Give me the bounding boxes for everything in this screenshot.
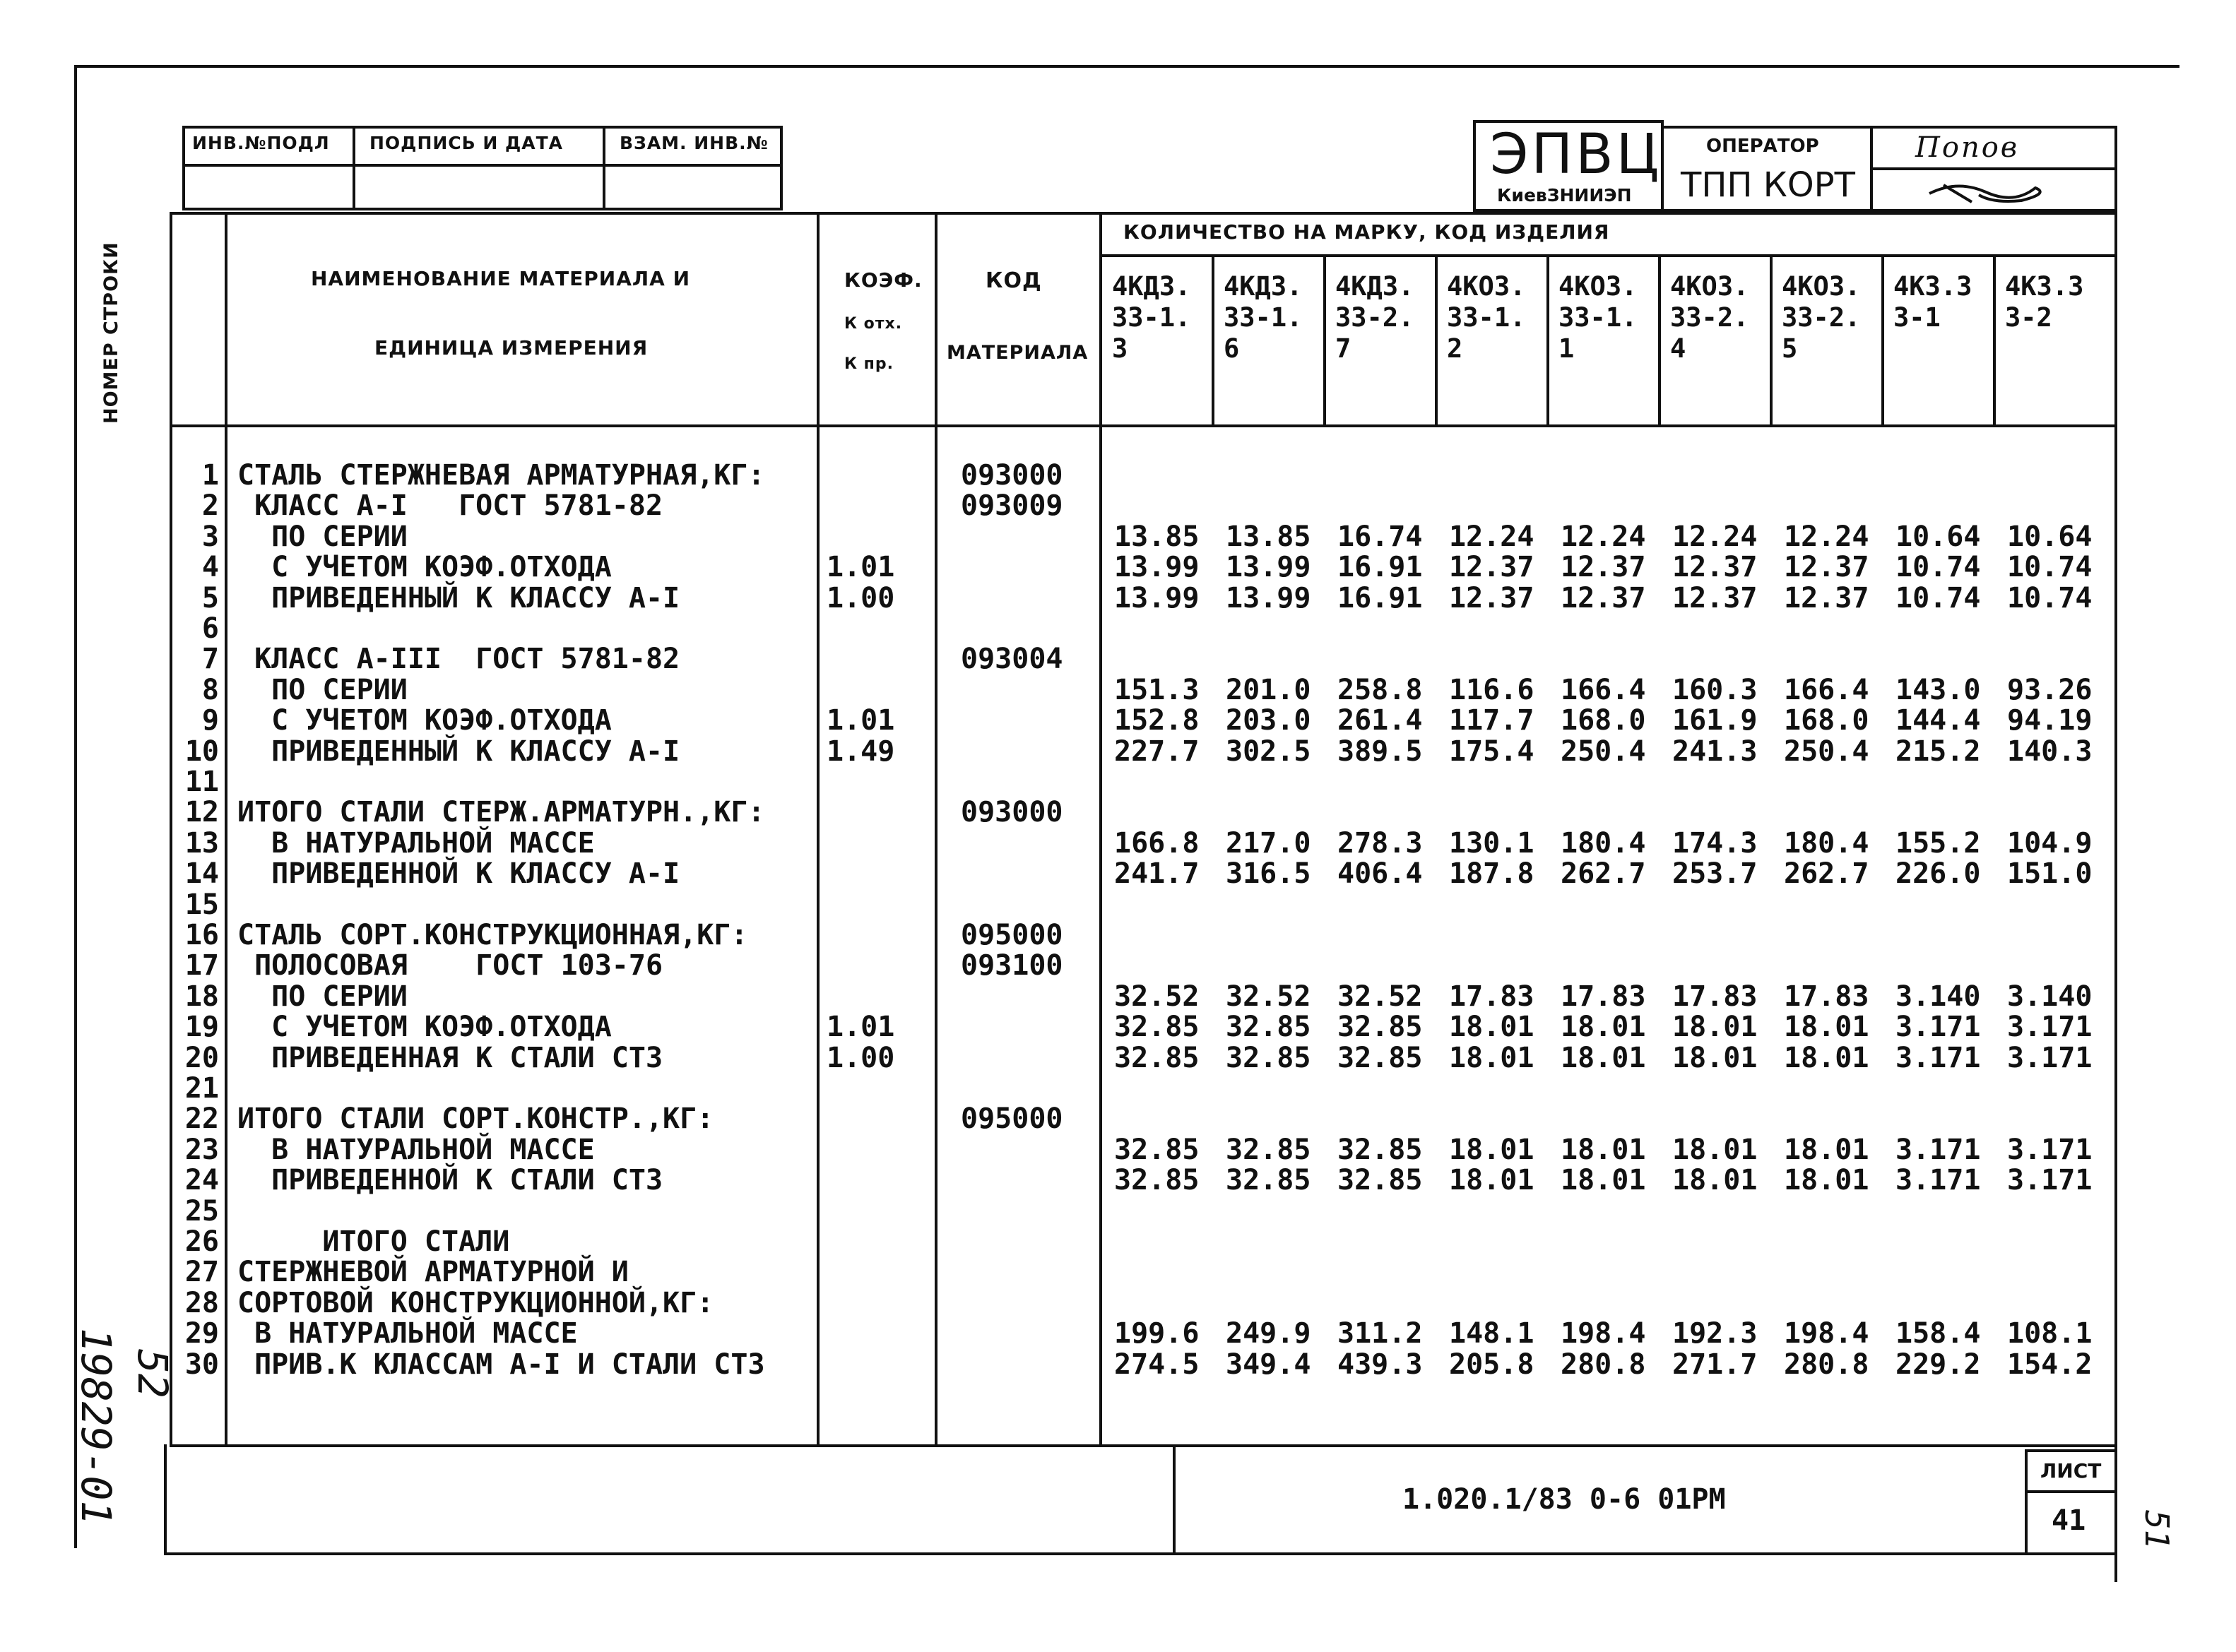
table-top-line: [170, 212, 2117, 215]
col-header-4-l3: 2: [1447, 333, 1463, 364]
row-value-cell: 3.171: [2007, 1011, 2093, 1044]
row-value-cell: 166.4: [1784, 673, 1869, 706]
row-material-name: ПРИВЕДЕННЫЙ К КЛАССУ А-I: [237, 735, 680, 768]
stamp-podpis-label: ПОДПИСЬ И ДАТА: [369, 133, 564, 153]
table-right-line: [2114, 212, 2117, 1582]
row-coefficient: 1.00: [827, 581, 895, 614]
row-value-cell: 217.0: [1226, 826, 1311, 860]
col-sep-q4: [1546, 254, 1549, 424]
row-value-cell: 154.2: [2007, 1348, 2093, 1381]
row-value-cell: 3.140: [1895, 980, 1981, 1013]
row-value-cell: 32.52: [1114, 980, 1200, 1013]
row-material-name: СТАЛЬ СОРТ.КОНСТРУКЦИОННАЯ,КГ:: [237, 919, 748, 951]
row-material-name: СТАЛЬ СТЕРЖНЕВАЯ АРМАТУРНАЯ,КГ:: [237, 459, 765, 492]
row-value-cell: 316.5: [1226, 857, 1311, 891]
row-value-cell: 144.4: [1895, 704, 1981, 737]
col-header-1: [1112, 271, 1190, 364]
row-number: 22: [184, 1103, 219, 1136]
col-header-7-l2: ЗЗ-2.: [1782, 302, 1861, 333]
list-cell: [2025, 1449, 2117, 1555]
row-value-cell: 143.0: [1895, 673, 1981, 706]
row-value-cell: 18.01: [1672, 1164, 1758, 1197]
col-header-6-l2: ЗЗ-2.: [1670, 302, 1749, 333]
row-value-cell: 271.7: [1672, 1348, 1758, 1381]
row-value-cell: 18.01: [1672, 1133, 1758, 1166]
row-material-name: КЛАСС А-III ГОСТ 5781-82: [237, 643, 680, 676]
row-value-cell: 249.9: [1226, 1317, 1311, 1350]
header-coef-line2: К отх.: [844, 315, 903, 333]
row-value-cell: 174.3: [1672, 826, 1758, 860]
row-material-name: ПРИВЕДЕННОЙ К СТАЛИ СТ3: [237, 1164, 663, 1197]
row-value-cell: 3.171: [2007, 1041, 2093, 1074]
row-value-cell: 201.0: [1226, 673, 1311, 706]
row-value-cell: 262.7: [1784, 857, 1869, 891]
row-value-cell: 180.4: [1561, 826, 1646, 860]
row-value-cell: 16.74: [1337, 520, 1423, 553]
stamp-vzam-label: ВЗАМ. ИНВ.№: [620, 133, 769, 153]
row-number: 6: [201, 612, 219, 645]
row-value-cell: 12.37: [1784, 581, 1869, 614]
col-header-8-l1: 4КЗ.З: [1893, 271, 1972, 302]
row-value-cell: 18.01: [1561, 1133, 1646, 1166]
row-coefficient: 1.00: [827, 1041, 895, 1074]
col-header-2-l2: ЗЗ-1.: [1224, 302, 1303, 333]
row-value-cell: 152.8: [1114, 704, 1200, 737]
row-value-cell: 226.0: [1895, 857, 1981, 891]
row-value-cell: 274.5: [1114, 1348, 1200, 1381]
row-value-cell: 349.4: [1226, 1348, 1311, 1381]
header-coef-line1: КОЭФ.: [844, 268, 923, 292]
row-number: 3: [201, 520, 219, 553]
row-value-cell: 13.85: [1226, 520, 1311, 553]
row-value-cell: 166.4: [1561, 673, 1646, 706]
left-border-line: [74, 65, 77, 1548]
header-bottom-line: [170, 424, 2117, 427]
row-value-cell: 168.0: [1561, 704, 1646, 737]
row-value-cell: 13.99: [1226, 551, 1311, 584]
row-coefficient: 1.01: [827, 704, 895, 737]
row-number: 26: [184, 1225, 219, 1258]
row-value-cell: 18.01: [1672, 1041, 1758, 1074]
col-header-5-l1: 4КОЗ.: [1558, 271, 1638, 302]
col-header-2-l3: 6: [1224, 333, 1240, 364]
col-header-7-l3: 5: [1782, 333, 1798, 364]
col-sep-q5: [1658, 254, 1661, 424]
qty-title-line: [1099, 254, 2117, 257]
row-value-cell: 140.3: [2007, 735, 2093, 768]
col-header-7-l1: 4КОЗ.: [1782, 271, 1861, 302]
row-number: 12: [184, 796, 219, 829]
col-header-6-l3: 4: [1670, 333, 1686, 364]
row-value-cell: 258.8: [1337, 673, 1423, 706]
table-left-line: [170, 212, 172, 1444]
row-value-cell: 32.85: [1337, 1041, 1423, 1074]
row-material-code: 095000: [961, 919, 1063, 951]
row-material-code: 093000: [961, 459, 1063, 492]
row-value-cell: 13.99: [1226, 581, 1311, 614]
org-stamp: [1473, 120, 1664, 212]
stamp-inv-podl: [182, 126, 355, 210]
row-value-cell: 180.4: [1784, 826, 1869, 860]
row-value-cell: 12.37: [1672, 551, 1758, 584]
row-value-cell: 12.24: [1449, 520, 1534, 553]
stamp-podpis-data: [353, 126, 605, 210]
row-value-cell: 32.85: [1337, 1011, 1423, 1044]
list-number: 41: [2052, 1504, 2086, 1537]
row-value-cell: 17.83: [1449, 980, 1534, 1013]
row-value-cell: 32.85: [1226, 1041, 1311, 1074]
row-material-name: КЛАСС А-I ГОСТ 5781-82: [237, 489, 663, 523]
row-material-code: 093100: [961, 949, 1063, 982]
row-number: 20: [184, 1041, 219, 1074]
row-value-cell: 32.85: [1337, 1164, 1423, 1197]
row-value-cell: 18.01: [1449, 1133, 1534, 1166]
row-material-name: СОРТОВОЙ КОНСТРУКЦИОННОЙ,КГ:: [237, 1286, 714, 1319]
top-border-line: [74, 65, 2179, 68]
col-header-6: [1670, 271, 1749, 364]
row-number: 10: [184, 735, 219, 768]
row-value-cell: 160.3: [1672, 673, 1758, 706]
signature-cell: [1870, 126, 2117, 212]
row-material-name: В НАТУРАЛЬНОЙ МАССЕ: [237, 1133, 595, 1166]
col-header-1-l2: ЗЗ-1.: [1112, 302, 1191, 333]
row-number: 13: [184, 826, 219, 860]
row-value-cell: 32.85: [1114, 1133, 1200, 1166]
row-value-cell: 10.74: [2007, 581, 2093, 614]
row-number: 15: [184, 888, 219, 921]
row-value-cell: 13.85: [1114, 520, 1200, 553]
row-number: 21: [184, 1072, 219, 1105]
row-value-cell: 32.85: [1337, 1133, 1423, 1166]
row-material-code: 093000: [961, 796, 1063, 829]
row-value-cell: 198.4: [1561, 1317, 1646, 1350]
row-number: 28: [184, 1286, 219, 1319]
col-sep-q3: [1435, 254, 1438, 424]
row-value-cell: 18.01: [1784, 1133, 1869, 1166]
row-value-cell: 18.01: [1784, 1164, 1869, 1197]
row-value-cell: 198.4: [1784, 1317, 1869, 1350]
row-value-cell: 32.85: [1226, 1164, 1311, 1197]
row-material-name: ИТОГО СТАЛИ СТЕРЖ.АРМАТУРН.,КГ:: [237, 796, 765, 829]
row-value-cell: 389.5: [1337, 735, 1423, 768]
row-number: 5: [201, 581, 219, 614]
header-code-line1: КОД: [986, 268, 1042, 293]
row-value-cell: 250.4: [1561, 735, 1646, 768]
row-value-cell: 215.2: [1895, 735, 1981, 768]
row-value-cell: 12.37: [1672, 581, 1758, 614]
row-value-cell: 12.37: [1784, 551, 1869, 584]
row-value-cell: 18.01: [1561, 1164, 1646, 1197]
col-header-7: [1782, 271, 1860, 364]
row-value-cell: 16.91: [1337, 551, 1423, 584]
row-number: 23: [184, 1133, 219, 1166]
header-name-line2: ЕДИНИЦА ИЗМЕРЕНИЯ: [374, 336, 649, 359]
row-value-cell: 18.01: [1561, 1041, 1646, 1074]
row-value-cell: 32.85: [1114, 1041, 1200, 1074]
row-material-name: ПРИВ.К КЛАССАМ А-I И СТАЛИ СТ3: [237, 1348, 765, 1381]
row-value-cell: 192.3: [1672, 1317, 1758, 1350]
col-header-3: [1335, 271, 1414, 364]
row-value-cell: 158.4: [1895, 1317, 1981, 1350]
row-value-cell: 166.8: [1114, 826, 1200, 860]
col-header-1-l1: 4КДЗ.: [1112, 271, 1191, 302]
org-sub: КиевЗНИИЭП: [1497, 185, 1632, 206]
row-value-cell: 253.7: [1672, 857, 1758, 891]
col-header-2: [1224, 271, 1302, 364]
list-label: ЛИСТ: [2040, 1459, 2102, 1482]
col-header-1-l3: 3: [1112, 333, 1128, 364]
row-value-cell: 311.2: [1337, 1317, 1423, 1350]
row-value-cell: 18.01: [1449, 1164, 1534, 1197]
col-sep-name: [817, 212, 820, 1444]
row-value-cell: 18.01: [1561, 1011, 1646, 1044]
row-value-cell: 151.0: [2007, 857, 2093, 891]
header-code-line2: МАТЕРИАЛА: [947, 342, 1089, 364]
row-number: 2: [201, 489, 219, 523]
row-number: 11: [184, 766, 219, 798]
row-value-cell: 250.4: [1784, 735, 1869, 768]
row-value-cell: 3.171: [1895, 1011, 1981, 1044]
row-value-cell: 280.8: [1561, 1348, 1646, 1381]
row-value-cell: 104.9: [2007, 826, 2093, 860]
col-header-5-l2: ЗЗ-1.: [1558, 302, 1638, 333]
side-note-page: 52: [129, 1349, 177, 1398]
row-value-cell: 32.52: [1226, 980, 1311, 1013]
row-value-cell: 108.1: [2007, 1317, 2093, 1350]
col-sep-q2: [1323, 254, 1326, 424]
row-number: 30: [184, 1348, 219, 1381]
row-value-cell: 175.4: [1449, 735, 1534, 768]
row-value-cell: 17.83: [1561, 980, 1646, 1013]
row-value-cell: 130.1: [1449, 826, 1534, 860]
row-value-cell: 94.19: [2007, 704, 2093, 737]
row-number: 14: [184, 857, 219, 891]
row-number: 8: [201, 673, 219, 706]
row-value-cell: 10.64: [2007, 520, 2093, 553]
row-number: 1: [201, 459, 219, 492]
col-header-9-l2: З-2: [2005, 302, 2052, 333]
row-material-name: ПОЛОСОВАЯ ГОСТ 103-76: [237, 949, 663, 982]
page-right-number: 51: [2138, 1510, 2176, 1550]
col-sep-coef: [935, 212, 937, 1444]
footer-bottom-line: [164, 1552, 2117, 1555]
row-number: 4: [201, 551, 219, 584]
col-header-8-l2: З-1: [1893, 302, 1941, 333]
row-number: 24: [184, 1164, 219, 1197]
row-value-cell: 278.3: [1337, 826, 1423, 860]
col-header-4-l2: ЗЗ-1.: [1447, 302, 1526, 333]
row-value-cell: 12.24: [1784, 520, 1869, 553]
col-header-6-l1: 4КОЗ.: [1670, 271, 1749, 302]
surname: Попов: [1915, 131, 2020, 164]
row-coefficient: 1.01: [827, 551, 895, 584]
col-header-9-l1: 4КЗ.З: [2005, 271, 2084, 302]
row-value-cell: 13.99: [1114, 551, 1200, 584]
row-value-cell: 12.24: [1672, 520, 1758, 553]
row-value-cell: 227.7: [1114, 735, 1200, 768]
row-value-cell: 32.85: [1226, 1011, 1311, 1044]
row-value-cell: 229.2: [1895, 1348, 1981, 1381]
row-value-cell: 161.9: [1672, 704, 1758, 737]
row-number: 16: [184, 919, 219, 951]
row-value-cell: 3.171: [1895, 1164, 1981, 1197]
row-value-cell: 262.7: [1561, 857, 1646, 891]
row-material-name: С УЧЕТОМ КОЭФ.ОТХОДА: [237, 551, 612, 584]
row-value-cell: 12.37: [1449, 581, 1534, 614]
row-value-cell: 12.37: [1561, 581, 1646, 614]
operator-label: ОПЕРАТОР: [1706, 136, 1819, 157]
row-value-cell: 3.171: [1895, 1133, 1981, 1166]
footer-left-line: [164, 1444, 167, 1555]
row-value-cell: 18.01: [1784, 1011, 1869, 1044]
org-name: ЭПВЦ: [1490, 123, 1662, 186]
row-material-name: ПРИВЕДЕННОЙ К КЛАССУ А-I: [237, 857, 680, 891]
row-value-cell: 32.52: [1337, 980, 1423, 1013]
row-value-cell: 117.7: [1449, 704, 1534, 737]
row-value-cell: 199.6: [1114, 1317, 1200, 1350]
side-note-number: 19829-01: [72, 1328, 120, 1526]
row-value-cell: 12.37: [1449, 551, 1534, 584]
header-name-line1: НАИМЕНОВАНИЕ МАТЕРИАЛА И: [311, 267, 691, 290]
stamp-vzam-inv: [603, 126, 783, 210]
row-value-cell: 18.01: [1449, 1011, 1534, 1044]
row-value-cell: 261.4: [1337, 704, 1423, 737]
row-value-cell: 16.91: [1337, 581, 1423, 614]
row-number: 19: [184, 1011, 219, 1044]
stamp-inv-podl-label: ИНВ.№ПОДЛ: [192, 133, 330, 153]
row-value-cell: 10.64: [1895, 520, 1981, 553]
col-header-5-l3: 1: [1558, 333, 1575, 364]
col-sep-q6: [1770, 254, 1773, 424]
row-value-cell: 3.140: [2007, 980, 2093, 1013]
row-value-cell: 3.171: [2007, 1133, 2093, 1166]
row-coefficient: 1.01: [827, 1011, 895, 1044]
row-value-cell: 203.0: [1226, 704, 1311, 737]
row-value-cell: 205.8: [1449, 1348, 1534, 1381]
row-value-cell: 155.2: [1895, 826, 1981, 860]
row-value-cell: 241.3: [1672, 735, 1758, 768]
row-material-name: ПРИВЕДЕННАЯ К СТАЛИ СТ3: [237, 1041, 663, 1074]
row-value-cell: 18.01: [1672, 1011, 1758, 1044]
row-number: 9: [201, 704, 219, 737]
row-value-cell: 187.8: [1449, 857, 1534, 891]
operator-value: ТПП КОРТ: [1681, 165, 1855, 205]
row-material-name: ИТОГО СТАЛИ СОРТ.КОНСТР.,КГ:: [237, 1103, 714, 1136]
col-header-2-l1: 4КДЗ.: [1224, 271, 1303, 302]
col-sep-q8: [1993, 254, 1996, 424]
row-value-cell: 406.4: [1337, 857, 1423, 891]
col-sep-code: [1099, 212, 1102, 1444]
row-value-cell: 17.83: [1784, 980, 1869, 1013]
row-value-cell: 148.1: [1449, 1317, 1534, 1350]
row-value-cell: 241.7: [1114, 857, 1200, 891]
row-material-name: ПО СЕРИИ: [237, 673, 408, 706]
signature-mark: [1915, 172, 2071, 208]
row-material-code: 093004: [961, 643, 1063, 676]
row-number: 18: [184, 980, 219, 1013]
row-material-name: СТЕРЖНЕВОЙ АРМАТУРНОЙ И: [237, 1256, 629, 1289]
row-number: 7: [201, 643, 219, 676]
row-material-name: ПО СЕРИИ: [237, 520, 408, 553]
row-value-cell: 12.37: [1561, 551, 1646, 584]
row-material-name: ПРИВЕДЕННЫЙ К КЛАССУ А-I: [237, 581, 680, 614]
row-value-cell: 10.74: [2007, 551, 2093, 584]
row-value-cell: 13.99: [1114, 581, 1200, 614]
footer-center-line: [1173, 1444, 1176, 1555]
col-sep-rownum: [225, 212, 227, 1444]
col-header-3-l2: ЗЗ-2.: [1335, 302, 1414, 333]
row-value-cell: 280.8: [1784, 1348, 1869, 1381]
col-header-9: [2005, 271, 2083, 333]
row-material-code: 093009: [961, 489, 1063, 523]
col-header-3-l1: 4КДЗ.: [1335, 271, 1414, 302]
row-value-cell: 439.3: [1337, 1348, 1423, 1381]
operator-cell: [1661, 126, 1873, 212]
row-coefficient: 1.49: [827, 735, 895, 768]
row-value-cell: 93.26: [2007, 673, 2093, 706]
row-value-cell: 32.85: [1114, 1164, 1200, 1197]
col-header-4: [1447, 271, 1525, 364]
row-value-cell: 151.3: [1114, 673, 1200, 706]
row-material-name: ИТОГО СТАЛИ: [237, 1225, 510, 1258]
row-value-cell: 18.01: [1784, 1041, 1869, 1074]
col-sep-q1: [1212, 254, 1214, 424]
col-header-4-l1: 4КОЗ.: [1447, 271, 1526, 302]
row-value-cell: 10.74: [1895, 581, 1981, 614]
row-number: 25: [184, 1194, 219, 1228]
row-value-cell: 32.85: [1226, 1133, 1311, 1166]
row-material-code: 095000: [961, 1103, 1063, 1136]
row-material-name: В НАТУРАЛЬНОЙ МАССЕ: [237, 826, 595, 860]
row-number: 17: [184, 949, 219, 982]
row-material-name: В НАТУРАЛЬНОЙ МАССЕ: [237, 1317, 578, 1350]
row-value-cell: 32.85: [1114, 1011, 1200, 1044]
footer-doc-code: 1.020.1/83 0-6 01РМ: [1402, 1483, 1726, 1516]
header-row-number: НОМЕР СТРОКИ: [100, 242, 122, 424]
row-material-name: ПО СЕРИИ: [237, 980, 408, 1013]
table-bottom-line: [170, 1444, 2117, 1447]
row-value-cell: 3.171: [2007, 1164, 2093, 1197]
row-material-name: С УЧЕТОМ КОЭФ.ОТХОДА: [237, 704, 612, 737]
row-number: 27: [184, 1256, 219, 1289]
row-value-cell: 17.83: [1672, 980, 1758, 1013]
col-header-8: [1893, 271, 1972, 333]
row-material-name: С УЧЕТОМ КОЭФ.ОТХОДА: [237, 1011, 612, 1044]
header-coef-line3: К пр.: [844, 355, 894, 373]
row-number: 29: [184, 1317, 219, 1350]
row-value-cell: 302.5: [1226, 735, 1311, 768]
header-quantity-title: КОЛИЧЕСТВО НА МАРКУ, КОД ИЗДЕЛИЯ: [1123, 220, 1610, 244]
col-header-5: [1558, 271, 1637, 364]
col-sep-q7: [1881, 254, 1884, 424]
row-value-cell: 18.01: [1449, 1041, 1534, 1074]
row-value-cell: 3.171: [1895, 1041, 1981, 1074]
row-value-cell: 116.6: [1449, 673, 1534, 706]
row-value-cell: 168.0: [1784, 704, 1869, 737]
row-value-cell: 10.74: [1895, 551, 1981, 584]
col-header-3-l3: 7: [1335, 333, 1351, 364]
row-value-cell: 12.24: [1561, 520, 1646, 553]
